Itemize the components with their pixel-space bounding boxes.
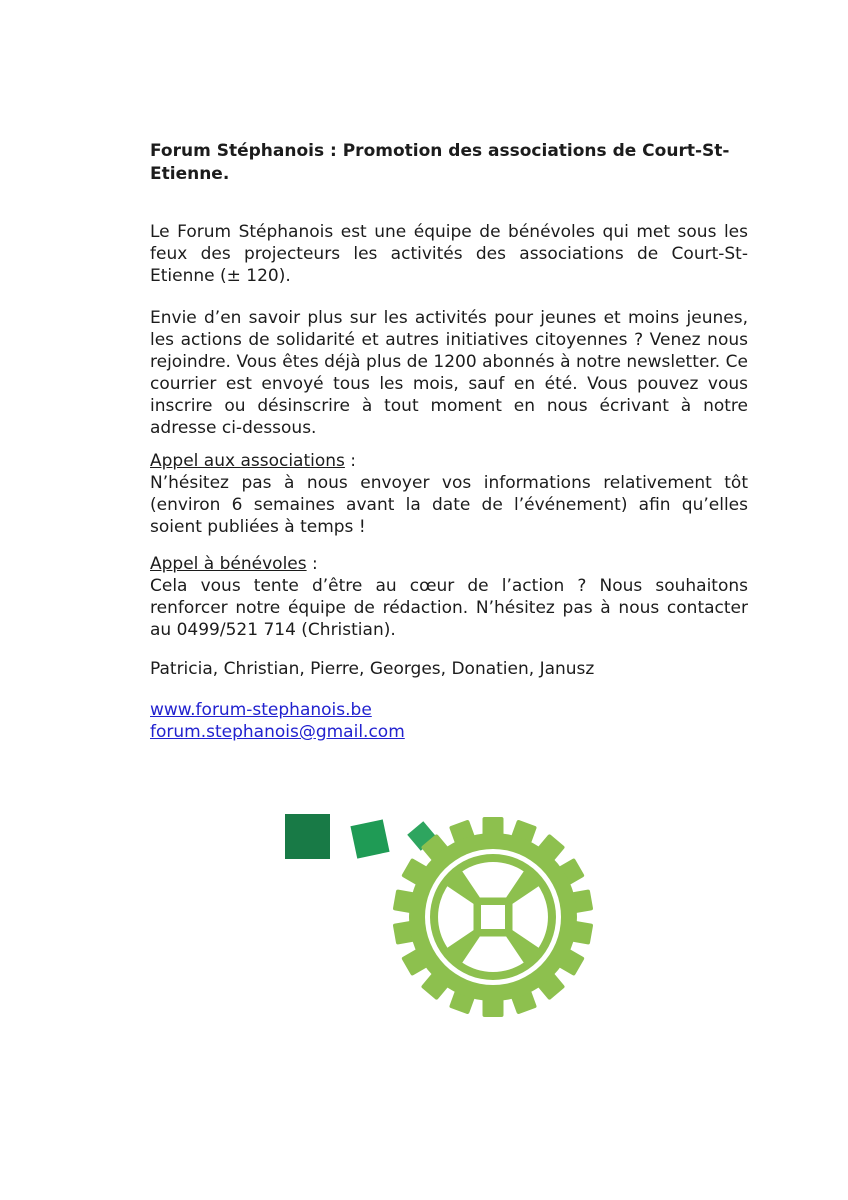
contact-links	[150, 699, 748, 743]
square-icon-medium	[350, 819, 389, 858]
gear-hub-hole	[481, 905, 505, 929]
gear-icon	[393, 817, 594, 1017]
square-icon-large	[285, 814, 330, 859]
logo-squares-icon	[285, 814, 437, 859]
page-title: Forum Stéphanois : Promotion des associations de Court-St-Etienne.	[150, 141, 730, 184]
section-heading-volunteers	[150, 553, 748, 575]
signature-names: Patricia, Christian, Pierre, Georges, Donatien, Janusz	[150, 659, 595, 679]
website-link[interactable]: www.forum-stephanois.be	[150, 700, 372, 720]
newsletter-paragraph: Envie d’en savoir plus sur les activités pour jeunes et moins jeunes, les actions de solidarité et autres initiatives citoyennes ? Venez nous rejoindre. Vous êtes déjà plus de 1200 abonnés à notre newsletter. Ce courrier est envoyé tous les mois, sauf en été. Vous pouvez vous inscrire ou désinscrire à tout moment en nous écrivant à notre adresse ci-dessous.	[150, 308, 748, 438]
section-heading-associations-label: Appel aux associations	[150, 451, 345, 471]
forum-stephanois-logo	[283, 812, 595, 1020]
associations-paragraph: N’hésitez pas à nous envoyer vos informations relativement tôt (environ 6 semaines avant la date de l’événement) afin qu’elles soient publiées à temps !	[150, 473, 748, 537]
volunteers-paragraph: Cela vous tente d’être au cœur de l’action ? Nous souhaitons renforcer notre équipe de rédaction. N’hésitez pas à nous contacter au 0499/521 714 (Christian).	[150, 576, 748, 640]
email-link[interactable]: forum.stephanois@gmail.com	[150, 722, 405, 742]
section-heading-associations	[150, 450, 748, 472]
section-heading-associations-colon: :	[344, 451, 357, 471]
intro-paragraph: Le Forum Stéphanois est une équipe de bénévoles qui met sous les feux des projecteurs les activités des associations de Court-St-Etienne (± 120).	[150, 222, 748, 286]
section-heading-volunteers-label: Appel à bénévoles	[150, 554, 307, 574]
section-heading-volunteers-colon: :	[306, 554, 318, 574]
